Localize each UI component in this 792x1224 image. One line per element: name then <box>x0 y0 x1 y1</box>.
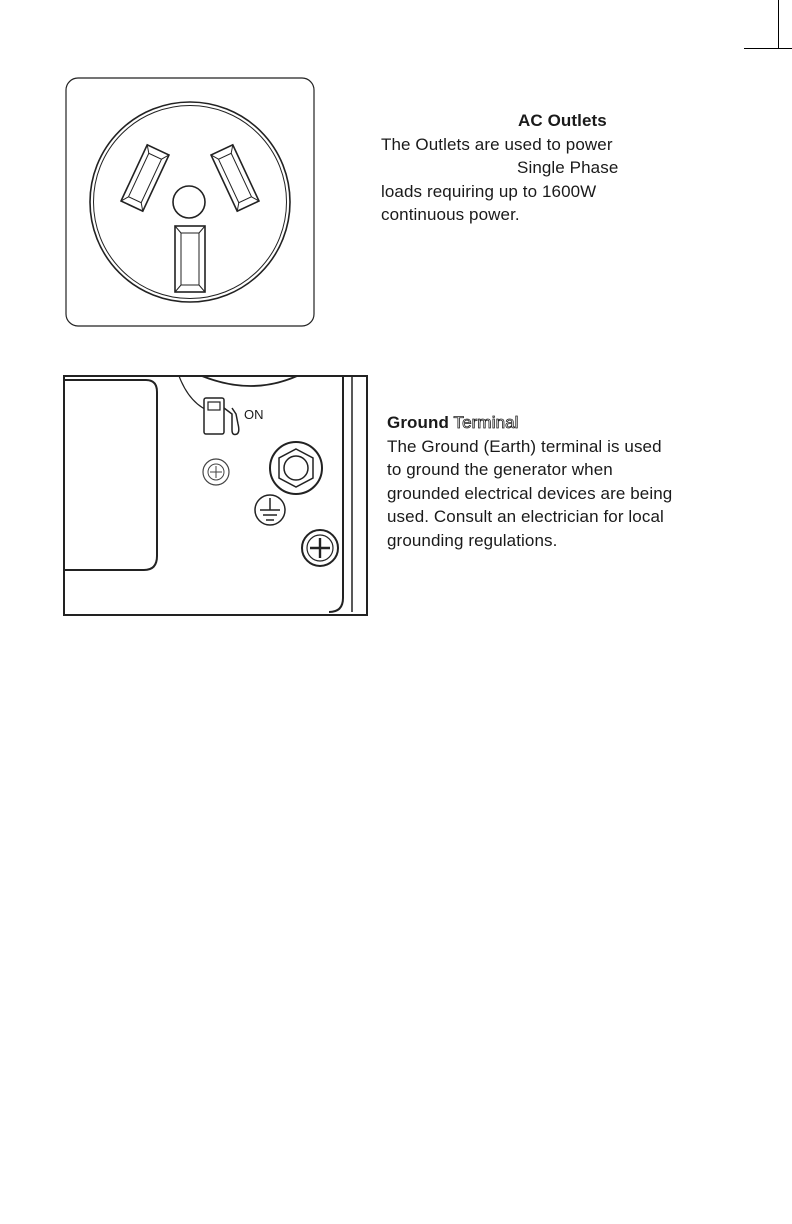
ac-outlets-text <box>381 109 618 227</box>
ground-nut-icon <box>270 442 322 494</box>
ground-terminal-figure <box>62 374 370 618</box>
small-plus-terminal-icon <box>203 459 229 485</box>
ground-terminal-heading-outline: Terminal <box>453 413 519 432</box>
ac-outlets-heading: AC Outlets <box>518 111 607 130</box>
ground-terminal-line-2: to ground the generator when <box>387 460 613 479</box>
ac-outlets-line-2: Single Phase <box>517 158 619 177</box>
ground-terminal-line-5: grounding regulations. <box>387 530 558 550</box>
ground-terminal-line-3: grounded electrical devices are being <box>387 483 673 503</box>
ground-terminal-line-1: The Ground (Earth) terminal is used <box>387 436 662 456</box>
ac-outlet-figure <box>60 72 322 334</box>
ground-terminal-heading: Ground <box>387 413 449 432</box>
ac-outlets-line-4: continuous power. <box>381 205 520 224</box>
plus-terminal-icon <box>302 530 338 566</box>
ground-terminal-line-4: used. Consult an electrician for local <box>387 507 664 526</box>
ac-outlets-line-1: The Outlets are used to power <box>381 134 613 154</box>
ac-outlets-line-3: loads requiring up to 1600W <box>381 181 597 201</box>
fuel-switch-label: ON <box>244 407 264 422</box>
ground-symbol-icon <box>255 495 285 525</box>
ground-terminal-text <box>387 411 672 552</box>
